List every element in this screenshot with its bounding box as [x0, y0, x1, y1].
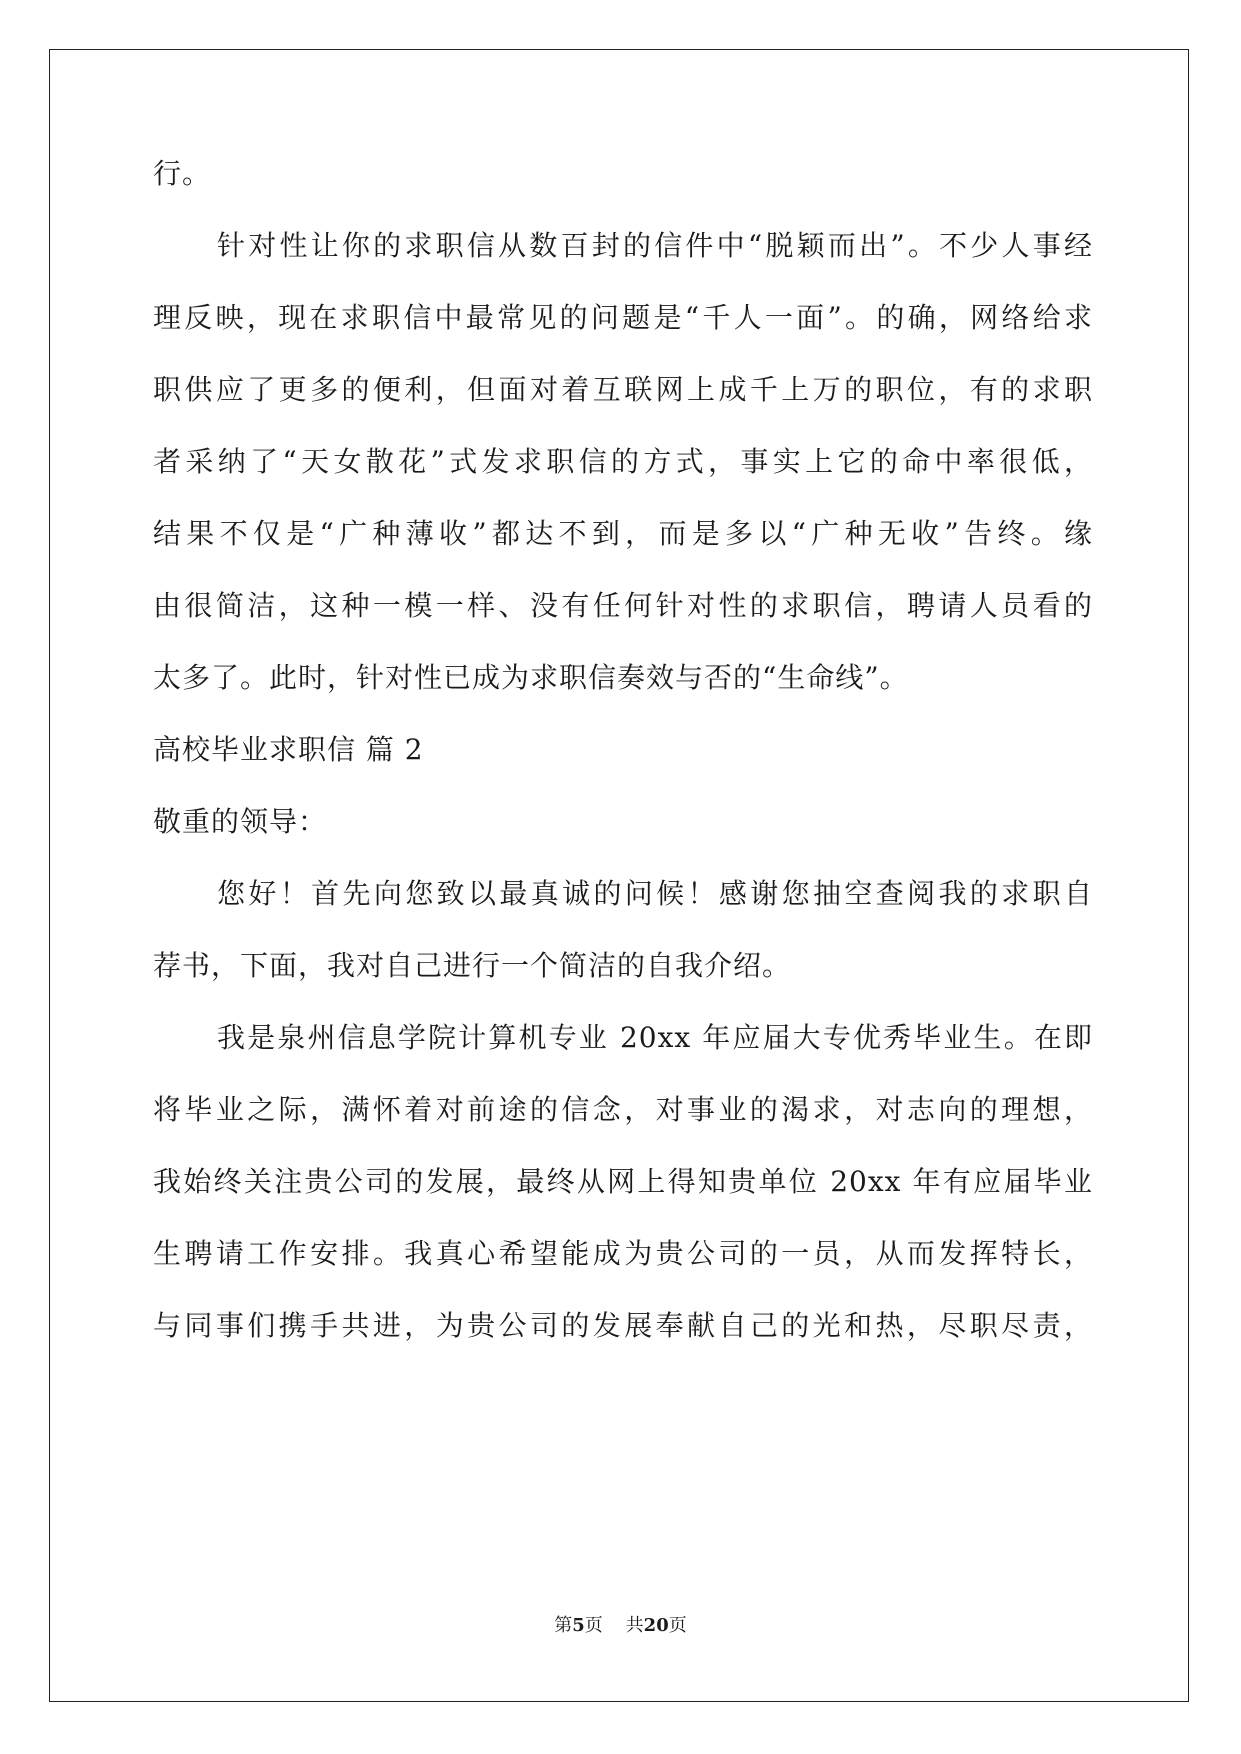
total-pages: 20: [643, 1615, 669, 1636]
text-line: 者采纳了“天女散花”式发求职信的方式，事实上它的命中率很低，: [153, 445, 1093, 478]
page-number: 5: [572, 1615, 585, 1636]
text-line: 太多了。此时，针对性已成为求职信奏效与否的“生命线”。: [153, 661, 909, 694]
salutation: 敬重的领导：: [153, 805, 328, 838]
paragraph-first-line: 我是泉州信息学院计算机专业 20xx 年应届大专优秀毕业生。在即: [217, 1021, 1093, 1054]
text-line: 生聘请工作安排。我真心希望能成为贵公司的一员，从而发挥特长，: [153, 1237, 1093, 1270]
text-line: 由很简洁，这种一模一样、没有任何针对性的求职信，聘请人员看的: [153, 589, 1093, 622]
text-line: 我始终关注贵公司的发展，最终从网上得知贵单位 20xx 年有应届毕业: [153, 1165, 1093, 1198]
page-suffix: 页: [584, 1615, 603, 1636]
section-heading: 高校毕业求职信 篇 2: [153, 733, 424, 766]
paragraph-first-line: 您好！首先向您致以最真诚的问候！感谢您抽空查阅我的求职自: [217, 877, 1093, 910]
text-line: 理反映，现在求职信中最常见的问题是“千人一面”。的确，网络给求: [153, 301, 1093, 334]
text-line: 行。: [153, 157, 212, 190]
text-line: 职供应了更多的便利，但面对着互联网上成千上万的职位，有的求职: [153, 373, 1093, 406]
text-line: 与同事们携手共进，为贵公司的发展奉献自己的光和热，尽职尽责，: [153, 1309, 1093, 1342]
total-suffix: 页: [668, 1615, 687, 1636]
text-line: 将毕业之际，满怀着对前途的信念，对事业的渴求，对志向的理想，: [153, 1093, 1093, 1126]
total-prefix: 共: [625, 1615, 644, 1636]
page-footer: [0, 1614, 1241, 1638]
text-line: 荐书，下面，我对自己进行一个简洁的自我介绍。: [153, 949, 792, 982]
paragraph-first-line: 针对性让你的求职信从数百封的信件中“脱颖而出”。不少人事经: [217, 229, 1093, 262]
text-line: 结果不仅是“广种薄收”都达不到，而是多以“广种无收”告终。缘: [153, 517, 1093, 550]
page-prefix: 第: [554, 1615, 573, 1636]
